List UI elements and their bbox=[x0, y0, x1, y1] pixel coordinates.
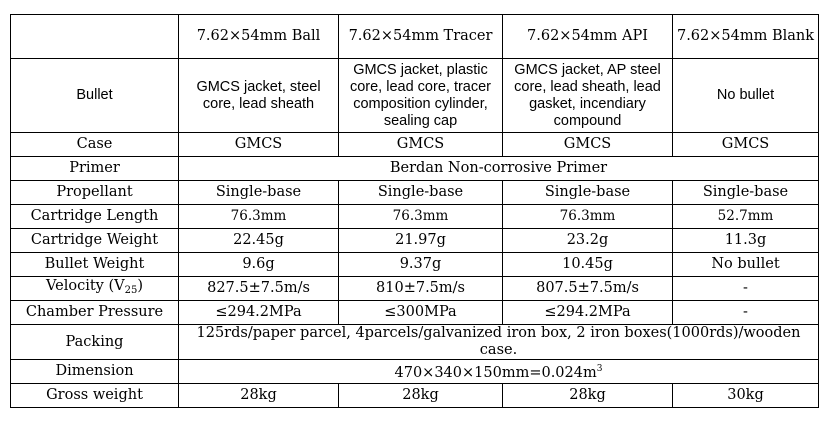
cell-merged: Berdan Non-corrosive Primer bbox=[179, 157, 819, 181]
cell-tracer: GMCS jacket, plastic core, lead core, tracer composition cylinder, sealing cap bbox=[339, 59, 503, 133]
row-label: Gross weight bbox=[11, 384, 179, 408]
cell-tracer: 76.3mm bbox=[339, 205, 503, 229]
header-blank: 7.62×54mm Blank bbox=[673, 15, 819, 59]
cell-blank: Single-base bbox=[673, 181, 819, 205]
cell-ball: GMCS jacket, steel core, lead sheath bbox=[179, 59, 339, 133]
cell-api: Single-base bbox=[503, 181, 673, 205]
header-ball: 7.62×54mm Ball bbox=[179, 15, 339, 59]
table-row-cartridge-length bbox=[11, 205, 819, 229]
header-api: 7.62×54mm API bbox=[503, 15, 673, 59]
cell-blank: GMCS bbox=[673, 133, 819, 157]
cell-ball: GMCS bbox=[179, 133, 339, 157]
cell-ball: 9.6g bbox=[179, 253, 339, 277]
cell-merged: 125rds/paper parcel, 4parcels/galvanized iron box, 2 iron boxes(1000rds)/wooden case. bbox=[179, 325, 819, 360]
table-row-gross-weight bbox=[11, 384, 819, 408]
cell-api: 807.5±7.5m/s bbox=[503, 277, 673, 301]
cell-merged bbox=[179, 360, 819, 384]
cell-api: GMCS jacket, AP steel core, lead sheath, lead gasket, incendiary compound bbox=[503, 59, 673, 133]
row-label: Primer bbox=[11, 157, 179, 181]
table-row-velocity bbox=[11, 277, 819, 301]
table-row-bullet-weight bbox=[11, 253, 819, 277]
cell-ball: 28kg bbox=[179, 384, 339, 408]
cell-ball: 76.3mm bbox=[179, 205, 339, 229]
cell-tracer: Single-base bbox=[339, 181, 503, 205]
row-label: Packing bbox=[11, 325, 179, 360]
table-row-cartridge-weight bbox=[11, 229, 819, 253]
row-label: Propellant bbox=[11, 181, 179, 205]
cell-tracer: 21.97g bbox=[339, 229, 503, 253]
cell-blank: 11.3g bbox=[673, 229, 819, 253]
specification-table bbox=[10, 14, 819, 408]
cell-blank: - bbox=[673, 301, 819, 325]
cell-blank: 52.7mm bbox=[673, 205, 819, 229]
cell-tracer: 810±7.5m/s bbox=[339, 277, 503, 301]
table-row-packing bbox=[11, 325, 819, 360]
cell-ball: ≤294.2MPa bbox=[179, 301, 339, 325]
table-row-chamber-pressure bbox=[11, 301, 819, 325]
cell-blank: No bullet bbox=[673, 59, 819, 133]
cell-tracer: 9.37g bbox=[339, 253, 503, 277]
velocity-subscript: 25 bbox=[124, 285, 138, 296]
table-row-propellant bbox=[11, 181, 819, 205]
cell-api: ≤294.2MPa bbox=[503, 301, 673, 325]
cell-blank: 30kg bbox=[673, 384, 819, 408]
cell-ball: 827.5±7.5m/s bbox=[179, 277, 339, 301]
cell-ball: Single-base bbox=[179, 181, 339, 205]
header-corner-cell bbox=[11, 15, 179, 59]
row-label: Bullet Weight bbox=[11, 253, 179, 277]
cell-blank: - bbox=[673, 277, 819, 301]
row-label: Cartridge Weight bbox=[11, 229, 179, 253]
cell-api: GMCS bbox=[503, 133, 673, 157]
cell-tracer: 28kg bbox=[339, 384, 503, 408]
cell-tracer: ≤300MPa bbox=[339, 301, 503, 325]
table-row-bullet bbox=[11, 59, 819, 133]
header-tracer: 7.62×54mm Tracer bbox=[339, 15, 503, 59]
row-label bbox=[11, 277, 179, 301]
cell-api: 28kg bbox=[503, 384, 673, 408]
cell-blank: No bullet bbox=[673, 253, 819, 277]
velocity-label: Velocity (V bbox=[45, 278, 125, 294]
table-row-dimension bbox=[11, 360, 819, 384]
dimension-value: 470×340×150mm=0.024m bbox=[394, 365, 597, 381]
row-label: Dimension bbox=[11, 360, 179, 384]
velocity-label-end: ) bbox=[137, 278, 143, 294]
table-row-case bbox=[11, 133, 819, 157]
cell-api: 23.2g bbox=[503, 229, 673, 253]
dimension-superscript: 3 bbox=[596, 364, 603, 374]
cell-api: 10.45g bbox=[503, 253, 673, 277]
table-header-row bbox=[11, 15, 819, 59]
cell-ball: 22.45g bbox=[179, 229, 339, 253]
row-label: Chamber Pressure bbox=[11, 301, 179, 325]
cell-tracer: GMCS bbox=[339, 133, 503, 157]
cell-api: 76.3mm bbox=[503, 205, 673, 229]
row-label: Case bbox=[11, 133, 179, 157]
table-row-primer bbox=[11, 157, 819, 181]
row-label: Cartridge Length bbox=[11, 205, 179, 229]
row-label: Bullet bbox=[11, 59, 179, 133]
